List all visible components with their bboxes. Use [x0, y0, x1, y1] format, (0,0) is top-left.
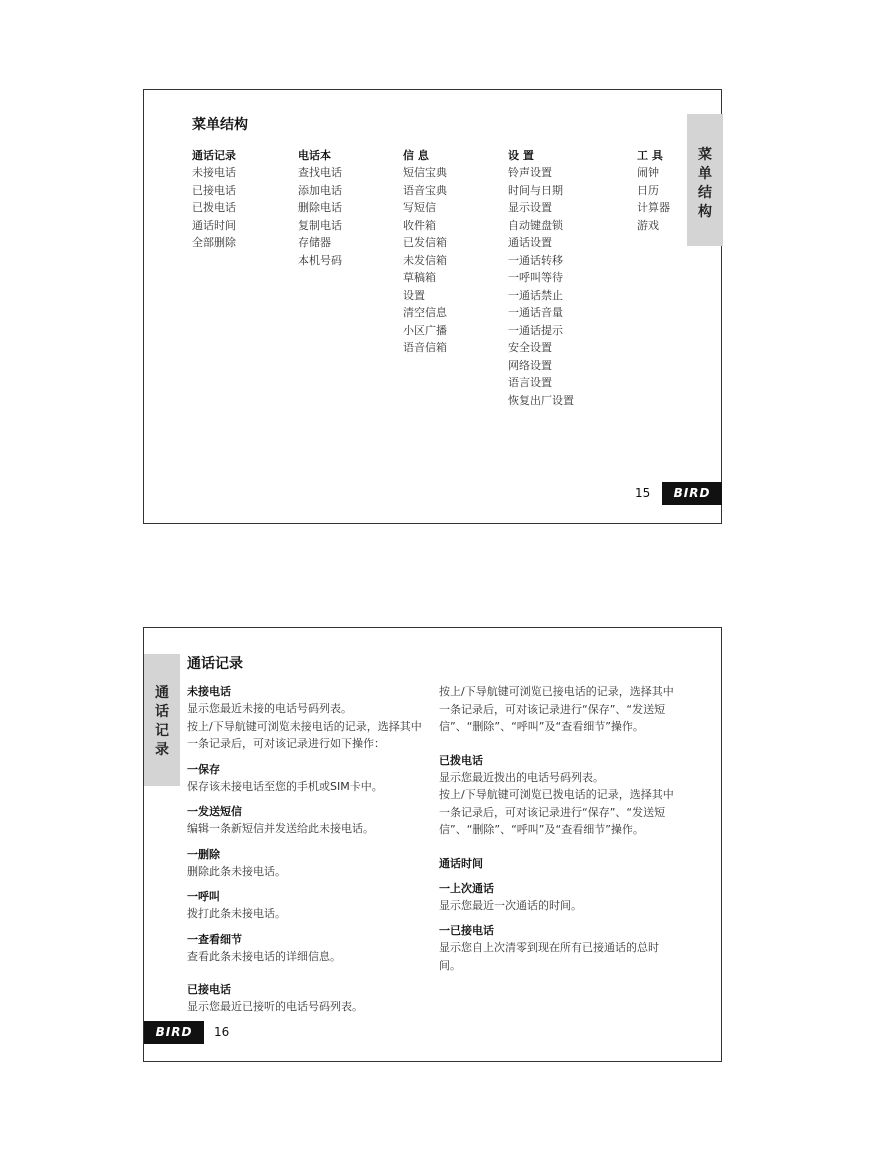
paragraph: 拨打此条未接电话。	[187, 907, 286, 920]
menu-column-call-log	[192, 147, 236, 252]
section-heading: 一已接电话	[439, 924, 494, 937]
section-heading: 一呼叫	[187, 890, 220, 903]
menu-item: 计算器	[637, 201, 670, 214]
menu-item: 查找电话	[298, 166, 342, 179]
menu-item: 网络设置	[508, 358, 552, 372]
side-tab-char: 记	[155, 723, 169, 739]
side-tab	[144, 654, 180, 786]
menu-item: 一通话提示	[508, 323, 563, 337]
menu-item: 清空信息	[403, 306, 447, 319]
menu-item: 一呼叫等待	[508, 271, 563, 284]
menu-item: 语音宝典	[403, 183, 447, 197]
menu-item: 写短信	[403, 201, 436, 214]
page-number: 15	[635, 486, 651, 500]
section-heading: 已接电话	[187, 983, 231, 996]
menu-item: 铃声设置	[508, 166, 552, 179]
menu-item: 通话时间	[192, 218, 236, 232]
paragraph: 按上/下导航键可浏览已接电话的记录，选择其中一条记录后，可对该记录进行“保存”、“发送短信”、“删除”、“呼叫”及“查看细节”操作。	[439, 685, 674, 733]
paragraph: 查看此条未接电话的详细信息。	[187, 949, 341, 963]
paragraph: 显示您最近已接听的电话号码列表。	[187, 1000, 363, 1013]
menu-item: 日历	[637, 183, 659, 197]
column-header: 通话记录	[192, 149, 236, 162]
paragraph: 保存该未接电话至您的手机或SIM卡中。	[187, 779, 383, 793]
page-number: 16	[214, 1025, 230, 1039]
menu-column-settings	[508, 147, 574, 409]
paragraph: 按上/下导航键可浏览未接电话的记录，选择其中一条记录后，可对该记录进行如下操作：	[187, 719, 422, 750]
column-header: 信 息	[403, 149, 429, 162]
section-heading: 未接电话	[187, 685, 231, 698]
bird-logo: BIRD	[144, 1021, 204, 1044]
section-heading: 一上次通话	[439, 881, 494, 895]
menu-item: 删除电话	[298, 201, 342, 214]
menu-item: 一通话禁止	[508, 288, 563, 302]
left-text-column	[187, 683, 427, 1016]
spacer	[187, 880, 427, 888]
menu-item: 已发信箱	[403, 236, 447, 249]
menu-item: 本机号码	[298, 253, 342, 267]
menu-item: 时间与日期	[508, 183, 563, 197]
spacer	[439, 914, 679, 922]
section-heading: 一查看细节	[187, 932, 242, 946]
spacer	[439, 839, 679, 855]
column-header: 设 置	[508, 149, 534, 162]
section-heading: 一保存	[187, 762, 220, 776]
spacer	[187, 965, 427, 981]
menu-item: 语言设置	[508, 376, 552, 389]
menu-item: 设置	[403, 288, 425, 302]
spacer	[439, 872, 679, 880]
menu-item: 存储器	[298, 236, 331, 249]
menu-item: 未发信箱	[403, 253, 447, 267]
paragraph: 显示您自上次清零到现在所有已接通话的总时间。	[439, 941, 659, 972]
menu-item: 全部删除	[192, 236, 236, 249]
paragraph: 显示您最近拨出的电话号码列表。	[439, 770, 604, 784]
paragraph: 显示您最近一次通话的时间。	[439, 898, 582, 912]
column-header: 电话本	[298, 149, 331, 162]
column-header: 工 具	[637, 149, 663, 162]
menu-item: 安全设置	[508, 341, 552, 354]
menu-item: 一通话转移	[508, 253, 563, 267]
spacer	[187, 753, 427, 761]
menu-item: 收件箱	[403, 218, 436, 232]
spacer	[187, 838, 427, 846]
side-tab-char: 结	[698, 185, 712, 201]
section-heading: 一删除	[187, 847, 220, 861]
paragraph: 显示您最近未接的电话号码列表。	[187, 702, 352, 715]
page-15	[143, 89, 722, 524]
side-tab-char: 通	[155, 685, 169, 701]
side-tab-char: 单	[698, 166, 712, 182]
menu-item: 短信宝典	[403, 166, 447, 179]
menu-column-messages	[403, 147, 447, 357]
menu-column-phonebook	[298, 147, 342, 269]
menu-item: 已接电话	[192, 183, 236, 197]
side-tab	[687, 114, 723, 246]
menu-item: 复制电话	[298, 218, 342, 232]
menu-item: 闹钟	[637, 166, 659, 179]
menu-item: 已拨电话	[192, 201, 236, 214]
menu-item: 添加电话	[298, 183, 342, 197]
page-title: 菜单结构	[192, 117, 248, 133]
section-heading: 一发送短信	[187, 805, 242, 818]
section-heading: 通话时间	[439, 856, 483, 870]
section-heading: 已拨电话	[439, 753, 483, 767]
menu-item: 恢复出厂设置	[508, 393, 574, 407]
side-tab-char: 构	[698, 204, 712, 220]
side-tab-char: 话	[155, 704, 169, 720]
spacer	[187, 923, 427, 931]
bird-logo: BIRD	[662, 482, 722, 505]
menu-item: 语音信箱	[403, 341, 447, 354]
menu-column-tools	[637, 147, 670, 234]
paragraph: 按上/下导航键可浏览已拨电话的记录，选择其中一条记录后，可对该记录进行“保存”、“发送短信”、“删除”、“呼叫”及“查看细节”操作。	[439, 788, 674, 836]
menu-item: 小区广播	[403, 323, 447, 337]
side-tab-char: 录	[155, 742, 169, 758]
paragraph: 编辑一条新短信并发送给此未接电话。	[187, 822, 374, 835]
side-tab-char: 菜	[698, 147, 712, 163]
menu-item: 游戏	[637, 218, 659, 232]
spacer	[439, 736, 679, 752]
paragraph: 删除此条未接电话。	[187, 864, 286, 878]
menu-item: 草稿箱	[403, 271, 436, 284]
page-title: 通话记录	[187, 656, 243, 672]
right-text-column	[439, 683, 679, 974]
spacer	[187, 795, 427, 803]
menu-item: 未接电话	[192, 166, 236, 179]
menu-item: 一通话音量	[508, 306, 563, 319]
menu-item: 通话设置	[508, 236, 552, 249]
page-16	[143, 627, 722, 1062]
menu-item: 自动键盘锁	[508, 218, 563, 232]
menu-item: 显示设置	[508, 201, 552, 214]
